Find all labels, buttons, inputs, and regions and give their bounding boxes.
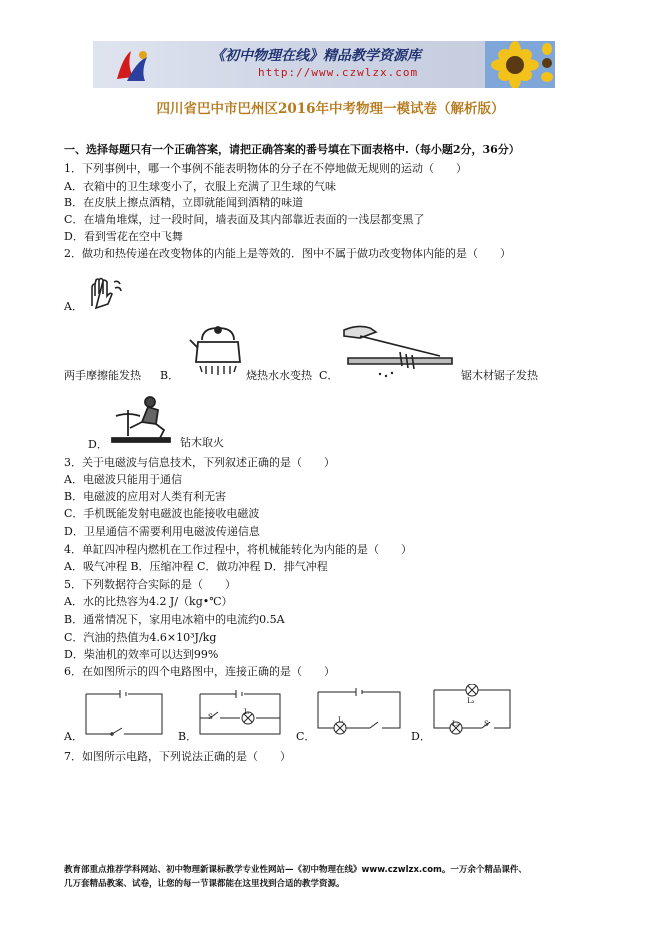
banner-url: http://www.czwlzx.com: [258, 66, 419, 79]
q2-d-letter: D．: [88, 438, 108, 451]
q6-b-letter: B．: [178, 730, 198, 743]
circuit-c-diagram: [316, 688, 402, 736]
q2-c-letter: C．: [319, 369, 339, 382]
circuit-d-diagram: [432, 684, 512, 736]
rubbing-hands-icon: [86, 276, 126, 310]
circuit-d-switch-label: S: [484, 720, 489, 728]
q5-option-d: D．柴油机的效率可以达到99%: [64, 648, 219, 661]
circuit-c-lamp-label: L: [338, 716, 343, 724]
q2-d-caption: 钻木取火: [180, 436, 224, 449]
q1-stem: 1．下列事例中，哪一个事例不能表明物体的分子在不停地做无规则的运动（ ）: [64, 162, 467, 175]
q6-d-letter: D．: [411, 730, 431, 743]
q3-option-b: B．电磁波的应用对人类有利无害: [64, 490, 227, 503]
q2-c-caption: 锯木材锯子发热: [461, 369, 538, 382]
q5-option-a: A．水的比热容为4.2 J/（kg•℃）: [64, 595, 233, 608]
q5-option-c: C．汽油的热值为4.6×10³J/kg: [64, 631, 217, 644]
footer-line-1: 教育部重点推荐学科网站、初中物理新课标教学专业性网站—《初中物理在线》www.czwlzx.com。一万余个精品课件、: [64, 865, 527, 875]
circuit-d-l2-label: L₂: [467, 697, 475, 705]
q1-option-b: B．在皮肤上擦点酒精，立即就能闻到酒精的味道: [64, 196, 304, 209]
q1-option-d: D．看到雪花在空中飞舞: [64, 230, 183, 243]
section-heading: 一、选择每题只有一个正确答案，请把正确答案的番号填在下面表格中.（每小题2分，36分）: [64, 143, 520, 156]
circuit-b-switch-label: S: [208, 713, 213, 721]
circuit-b-lamp-label: L: [244, 708, 249, 716]
footer-line-2: 几万套精品教案、试卷，让您的每一节课都能在这里找到合适的教学资源。: [64, 879, 345, 889]
q3-stem: 3．关于电磁波与信息技术，下列叙述正确的是（ ）: [64, 456, 335, 469]
q3-option-c: C．手机既能发射电磁波也能接收电磁波: [64, 507, 260, 520]
q2-a-letter: A．: [64, 300, 83, 313]
q2-b-caption: 烧热水水变热: [246, 369, 312, 382]
q3-option-d: D．卫星通信不需要利用电磁波传递信息: [64, 525, 260, 538]
q6-stem: 6．在如图所示的四个电路图中，连接正确的是（ ）: [64, 665, 335, 678]
q6-c-letter: C．: [296, 730, 316, 743]
kettle-icon: [188, 318, 248, 378]
q5-option-b: B．通常情况下，家用电冰箱中的电流约0.5A: [64, 613, 285, 626]
banner-title: 《初中物理在线》精品教学资源库: [211, 48, 421, 64]
q2-stem: 2．做功和热传递在改变物体的内能上是等效的．图中不属于做功改变物体内能的是（ ）: [64, 247, 511, 260]
q1-option-a: A．衣箱中的卫生球变小了，衣服上充满了卫生球的气味: [64, 180, 336, 193]
q3-option-a: A．电磁波只能用于通信: [64, 473, 182, 486]
q1-option-c: C．在墙角堆煤，过一段时间，墙表面及其内部靠近表面的一浅层都变黑了: [64, 213, 425, 226]
circuit-d-l1-label: L₁: [452, 720, 460, 728]
q4-options: A．吸气冲程 B．压缩冲程 C．做功冲程 D．排气冲程: [64, 560, 328, 573]
q7-stem: 7．如图所示电路，下列说法正确的是（ ）: [64, 750, 291, 763]
q5-stem: 5．下列数据符合实际的是（ ）: [64, 578, 236, 591]
page-footer: [64, 863, 527, 891]
q2-b-letter: B．: [160, 369, 180, 382]
q6-a-letter: A．: [64, 730, 83, 743]
site-logo-icon: [113, 47, 153, 85]
q4-stem: 4．单缸四冲程内燃机在工作过程中，将机械能转化为内能的是（ ）: [64, 543, 412, 556]
drilling-fire-icon: [110, 394, 180, 444]
q2-a-caption: 两手摩擦能发热: [64, 369, 141, 382]
circuit-a-diagram: [84, 690, 164, 738]
sawing-wood-icon: [340, 322, 458, 382]
paper-title: 四川省巴中市巴州区2016年中考物理一模试卷（解析版）: [156, 101, 505, 117]
header-banner: [93, 41, 555, 88]
sunflower-icon: [485, 41, 555, 88]
